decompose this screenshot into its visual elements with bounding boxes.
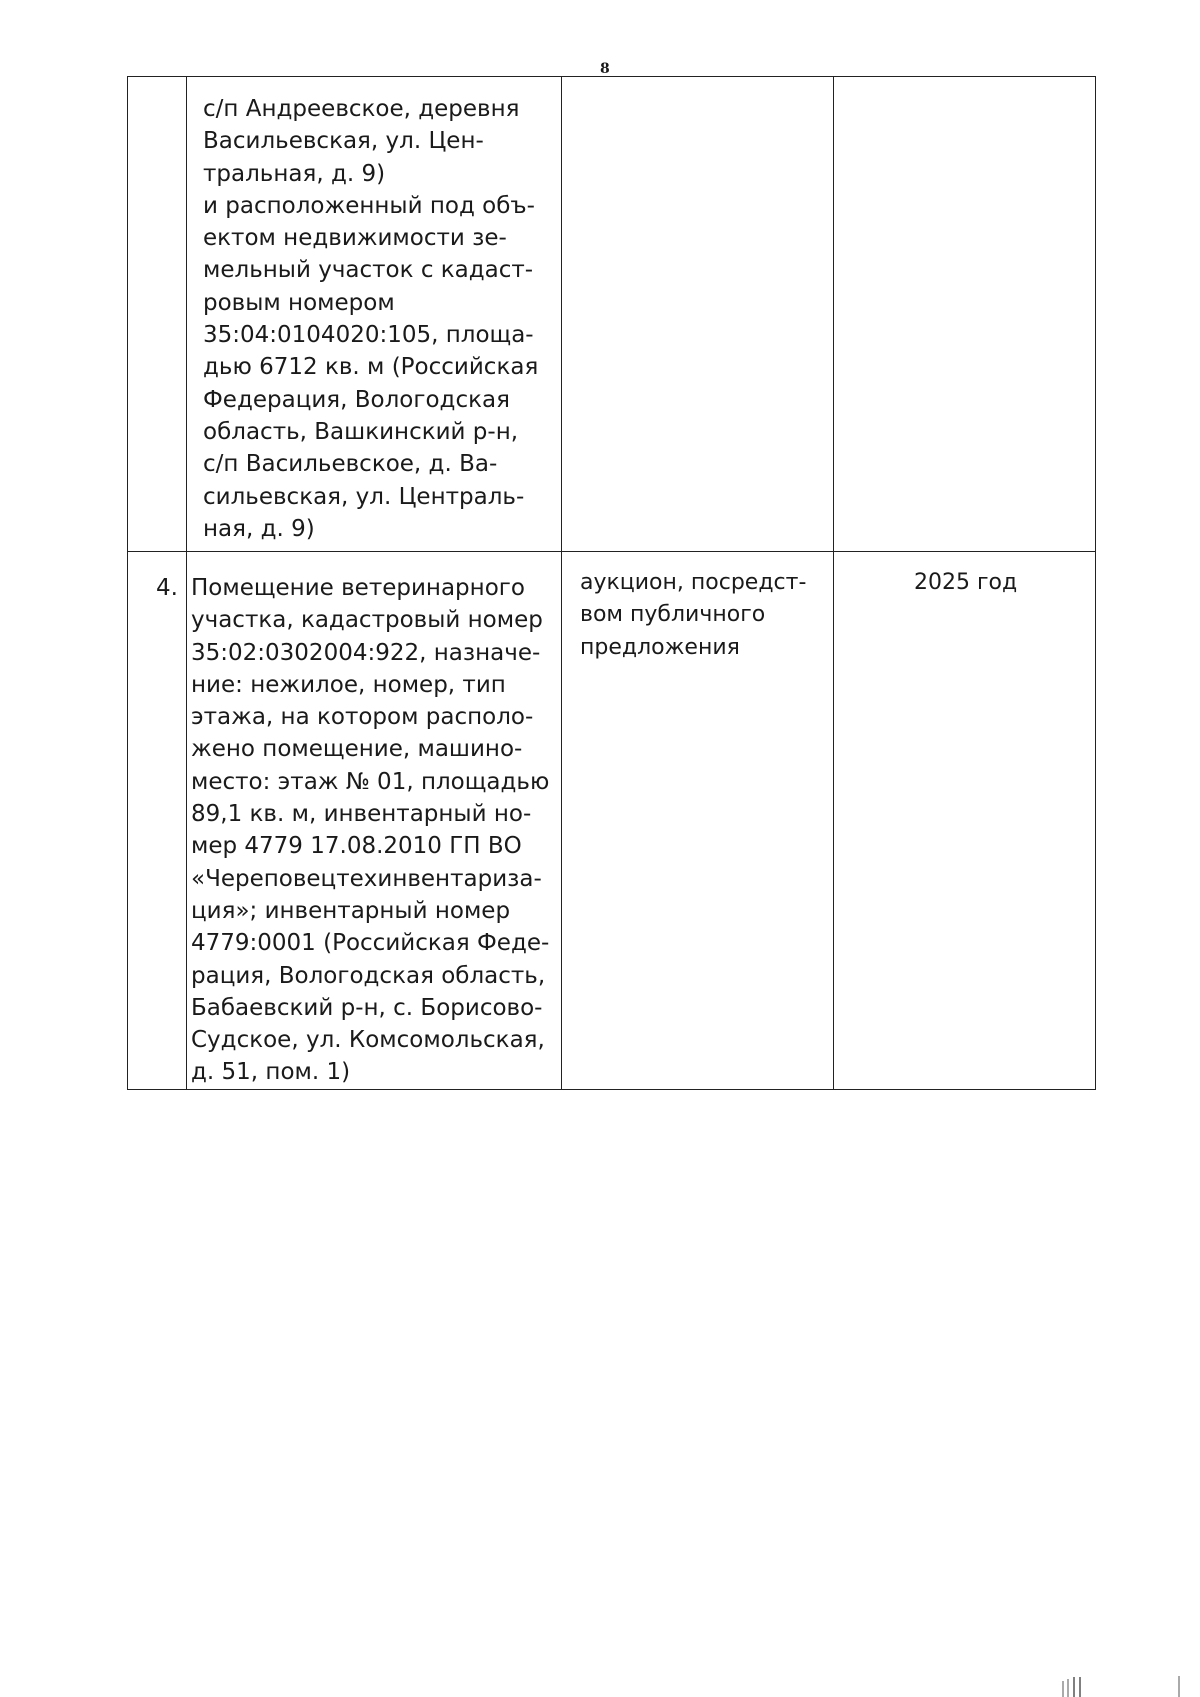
page-number: 8 xyxy=(600,61,610,77)
sale-method-cell xyxy=(562,77,834,552)
table-row xyxy=(128,77,1096,552)
row-number-cell xyxy=(128,77,187,552)
sale-year-cell xyxy=(834,552,1096,1090)
sale-year: 2025 год xyxy=(914,570,1018,595)
property-description: Помещение ветеринарного участка, кадастровый номер 35:02:0302004:922, назначе- ние: нежилое, номер, тип этажа, на котором располо- жено помещение, машино- место: этаж № 01, площадью 89,1 кв. м, инвентарный но- мер 4779 17.08.2010 ГП ВО «Череповецтехинвентариза- ция»; инвентарный номер 4779:0001 (Российская Феде- рация, Вологодская область, Бабаевский р-н, с. Борисово- Судское, ул. Комсомольская, д. 51, пом. 1) xyxy=(191,575,550,1086)
row-number: 4. xyxy=(156,575,178,601)
sale-method-cell xyxy=(562,552,834,1090)
scan-marks xyxy=(1000,1673,1200,1697)
sale-method: аукцион, посредст- вом публичного предложения xyxy=(580,570,807,660)
property-description-cell xyxy=(187,77,562,552)
row-number-cell xyxy=(128,552,187,1090)
property-table xyxy=(127,76,1096,1090)
sale-year-cell xyxy=(834,77,1096,552)
property-description-cell xyxy=(187,552,562,1090)
table-row xyxy=(128,552,1096,1090)
property-description: с/п Андреевское, деревня Васильевская, ул. Цен- тральная, д. 9) и расположенный под объ- ектом недвижимости зе- мельный участок с кадаст- ровым номером 35:04:0104020:105, площа- дью 6712 кв. м (Российская Федерация, Вологодская область, Вашкинский р-н, с/п Васильевское, д. Ва- сильевская, ул. Централь- ная, д. 9) xyxy=(203,96,539,542)
